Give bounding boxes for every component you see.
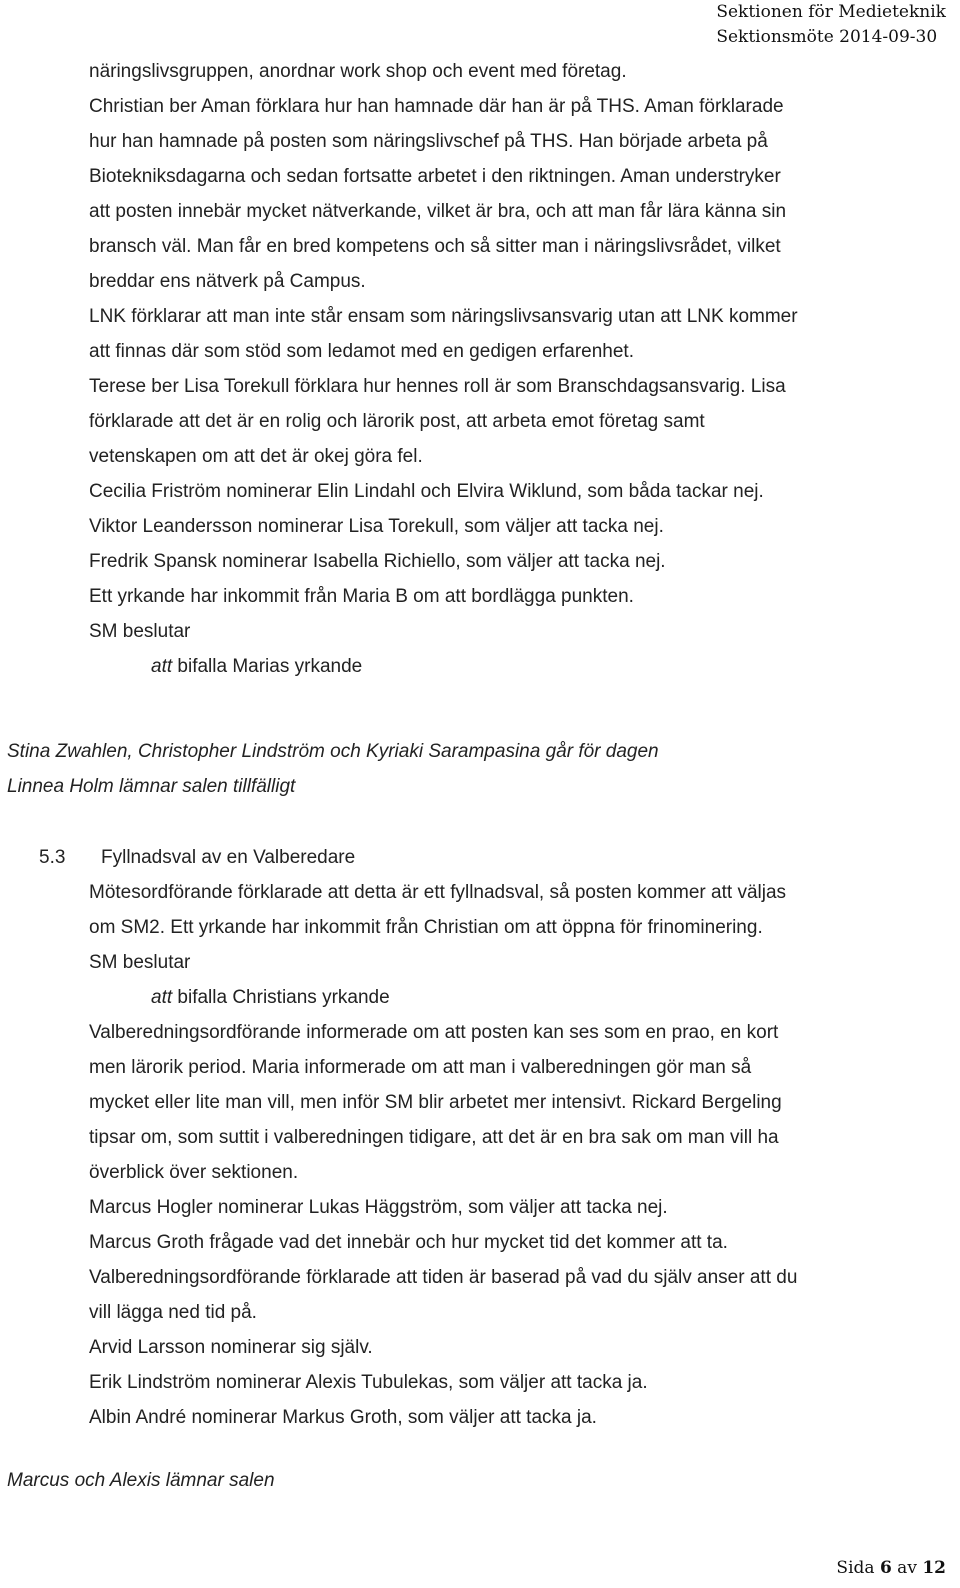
text-line: Arvid Larsson nominerar sig själv.: [89, 1337, 373, 1358]
section-5-3: [39, 840, 950, 1435]
text-line: Valberedningsordförande informerade om att posten kan ses som en prao, en kort: [89, 1022, 779, 1043]
text-line: överblick över sektionen.: [89, 1162, 299, 1183]
text-line: Terese ber Lisa Torekull förklara hur hennes roll är som Branschdagsansvarig. Lisa: [89, 376, 786, 397]
text-line: Ett yrkande har inkommit från Maria B om att bordlägga punkten.: [89, 586, 634, 607]
attendance-note: Linnea Holm lämnar salen tillfälligt: [7, 776, 296, 797]
text-line: Fredrik Spansk nominerar Isabella Richiello, som väljer att tacka nej.: [89, 551, 666, 572]
text-line: Viktor Leandersson nominerar Lisa Torekull, som väljer att tacka nej.: [89, 516, 664, 537]
text-line: Marcus Groth frågade vad det innebär och hur mycket tid det kommer att ta.: [89, 1232, 728, 1253]
text-line: vill lägga ned tid på.: [89, 1302, 257, 1323]
decision-att: att: [151, 987, 173, 1008]
text-line: tipsar om, som suttit i valberedningen tidigare, att det är en bra sak om man vill ha: [89, 1127, 779, 1148]
text-line: Albin André nominerar Markus Groth, som väljer att tacka ja.: [89, 1407, 597, 1428]
text-line: Cecilia Friström nominerar Elin Lindahl och Elvira Wiklund, som båda tackar nej.: [89, 481, 764, 502]
text-line: bransch väl. Man får en bred kompetens och så sitter man i näringslivsrådet, vilket: [89, 236, 781, 257]
text-line: SM beslutar: [89, 952, 191, 973]
text-line: att finnas där som stöd som ledamot med en gedigen erfarenhet.: [89, 341, 634, 362]
header-meeting: Sektionsmöte 2014-09-30: [716, 27, 938, 47]
attendance-note: Marcus och Alexis lämnar salen: [7, 1470, 275, 1491]
section-heading: [39, 840, 950, 875]
decision-line: [89, 649, 950, 684]
text-line: men lärorik period. Maria informerade om att man i valberedningen gör man så: [89, 1057, 752, 1078]
attendance-note: Stina Zwahlen, Christopher Lindström och Kyriaki Sarampasina går för dagen: [7, 741, 659, 762]
footer-prefix: Sida: [836, 1558, 880, 1578]
text-line: Christian ber Aman förklara hur han hamnade där han är på THS. Aman förklarade: [89, 96, 784, 117]
section-title: Fyllnadsval av en Valberedare: [101, 847, 356, 868]
text-line: mycket eller lite man vill, men inför SM blir arbetet mer intensivt. Rickard Bergeling: [89, 1092, 782, 1113]
text-line: förklarade att det är en rolig och lärorik post, att arbeta emot företag samt: [89, 411, 705, 432]
decision-line: [89, 980, 950, 1015]
text-line: Mötesordförande förklarade att detta är ett fyllnadsval, så posten kommer att väljas: [89, 882, 787, 903]
page-footer: [836, 1558, 946, 1578]
footer-total: 12: [922, 1558, 946, 1578]
section-number: 5.3: [39, 847, 66, 868]
text-line: vetenskapen om att det är okej göra fel.: [89, 446, 423, 467]
footer-mid: av: [891, 1558, 923, 1578]
decision-att: att: [151, 656, 173, 677]
text-line: hur han hamnade på posten som näringslivschef på THS. Han började arbeta på: [89, 131, 768, 152]
text-line: SM beslutar: [89, 621, 191, 642]
page-header: [716, 0, 946, 50]
decision-text: bifalla Christians yrkande: [172, 987, 390, 1008]
text-line: att posten innebär mycket nätverkande, vilket är bra, och att man får lära känna sin: [89, 201, 787, 222]
footer-page: 6: [879, 1558, 892, 1578]
text-line: näringslivsgruppen, anordnar work shop och event med företag.: [89, 61, 627, 82]
text-line: Valberedningsordförande förklarade att tiden är baserad på vad du själv anser att du: [89, 1267, 798, 1288]
text-line: Erik Lindström nominerar Alexis Tubulekas, som väljer att tacka ja.: [89, 1372, 648, 1393]
text-line: om SM2. Ett yrkande har inkommit från Christian om att öppna för frinominering.: [89, 917, 763, 938]
text-line: breddar ens nätverk på Campus.: [89, 271, 366, 292]
text-line: LNK förklarar att man inte står ensam som näringslivsansvarig utan att LNK kommer: [89, 306, 798, 327]
text-line: Marcus Hogler nominerar Lukas Häggström, som väljer att tacka nej.: [89, 1197, 668, 1218]
decision-text: bifalla Marias yrkande: [172, 656, 363, 677]
header-org: Sektionen för Medieteknik: [716, 2, 946, 22]
text-line: Biotekniksdagarna och sedan fortsatte arbetet i den riktningen. Aman understryker: [89, 166, 781, 187]
intro-text: [89, 54, 950, 684]
